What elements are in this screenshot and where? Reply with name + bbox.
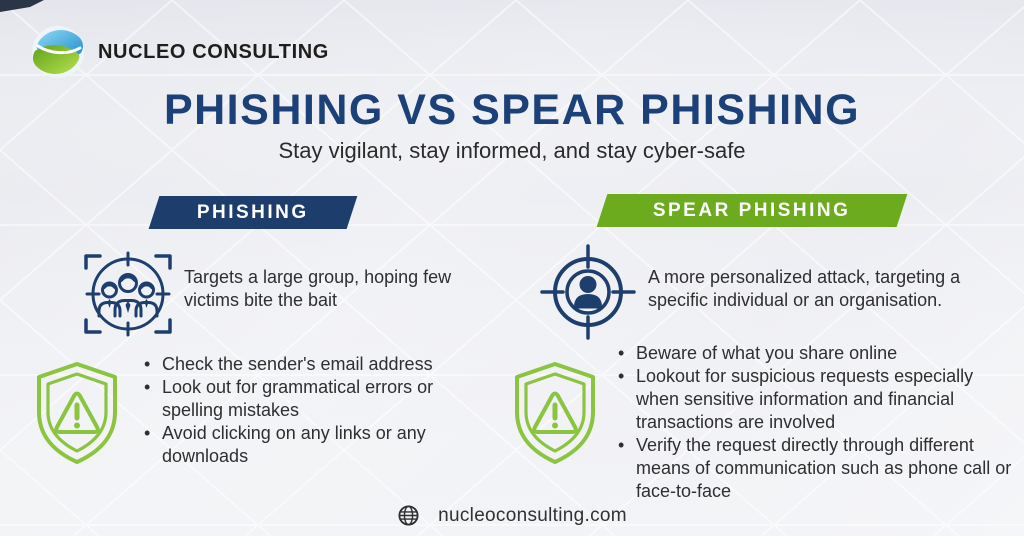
- website-url[interactable]: nucleoconsulting.com: [438, 504, 627, 526]
- phishing-intro-text: Targets a large group, hoping few victims bite the bait: [184, 267, 452, 310]
- spear-phishing-intro-text: A more personalized attack, targeting a specific individual or an organisation.: [648, 267, 961, 310]
- phishing-tips-list: [142, 353, 484, 468]
- corner-accent-wedge: [0, 0, 60, 16]
- spear-phishing-tip-item: • Beware of what you share online: [616, 342, 1020, 365]
- phishing-banner-label: PHISHING: [197, 201, 309, 223]
- group-target-icon: [78, 246, 178, 349]
- spear-phishing-tip-item: • Verify the request directly through different means of communication such as phone call or face-to-face: [616, 434, 1020, 503]
- person-crosshair-icon: [540, 244, 636, 345]
- phishing-tip-item: • Look out for grammatical errors or spelling mistakes: [142, 376, 484, 422]
- phishing-tip-item: • Check the sender's email address: [142, 353, 484, 376]
- spear-phishing-banner-label: SPEAR PHISHING: [653, 199, 851, 221]
- globe-icon: [397, 504, 420, 527]
- page-subtitle: Stay vigilant, stay informed, and stay cyber-safe: [278, 138, 746, 163]
- page-title: PHISHING VS SPEAR PHISHING: [163, 86, 861, 134]
- spear-phishing-tips-list: [616, 342, 1020, 503]
- warning-shield-icon-left: [30, 360, 124, 471]
- brand-name: NUCLEO CONSULTING: [98, 40, 329, 63]
- footer: [0, 504, 1024, 527]
- phishing-tip-item: • Avoid clicking on any links or any downloads: [142, 422, 484, 468]
- nucleo-sphere-logo-icon: [30, 24, 86, 80]
- brand-header: [30, 24, 329, 80]
- spear-phishing-tip-item: • Lookout for suspicious requests especially when sensitive information and financial transactions are involved: [616, 365, 1020, 434]
- warning-shield-icon-right: [508, 360, 602, 471]
- phishing-banner: [149, 196, 358, 229]
- spear-phishing-banner: [597, 194, 908, 227]
